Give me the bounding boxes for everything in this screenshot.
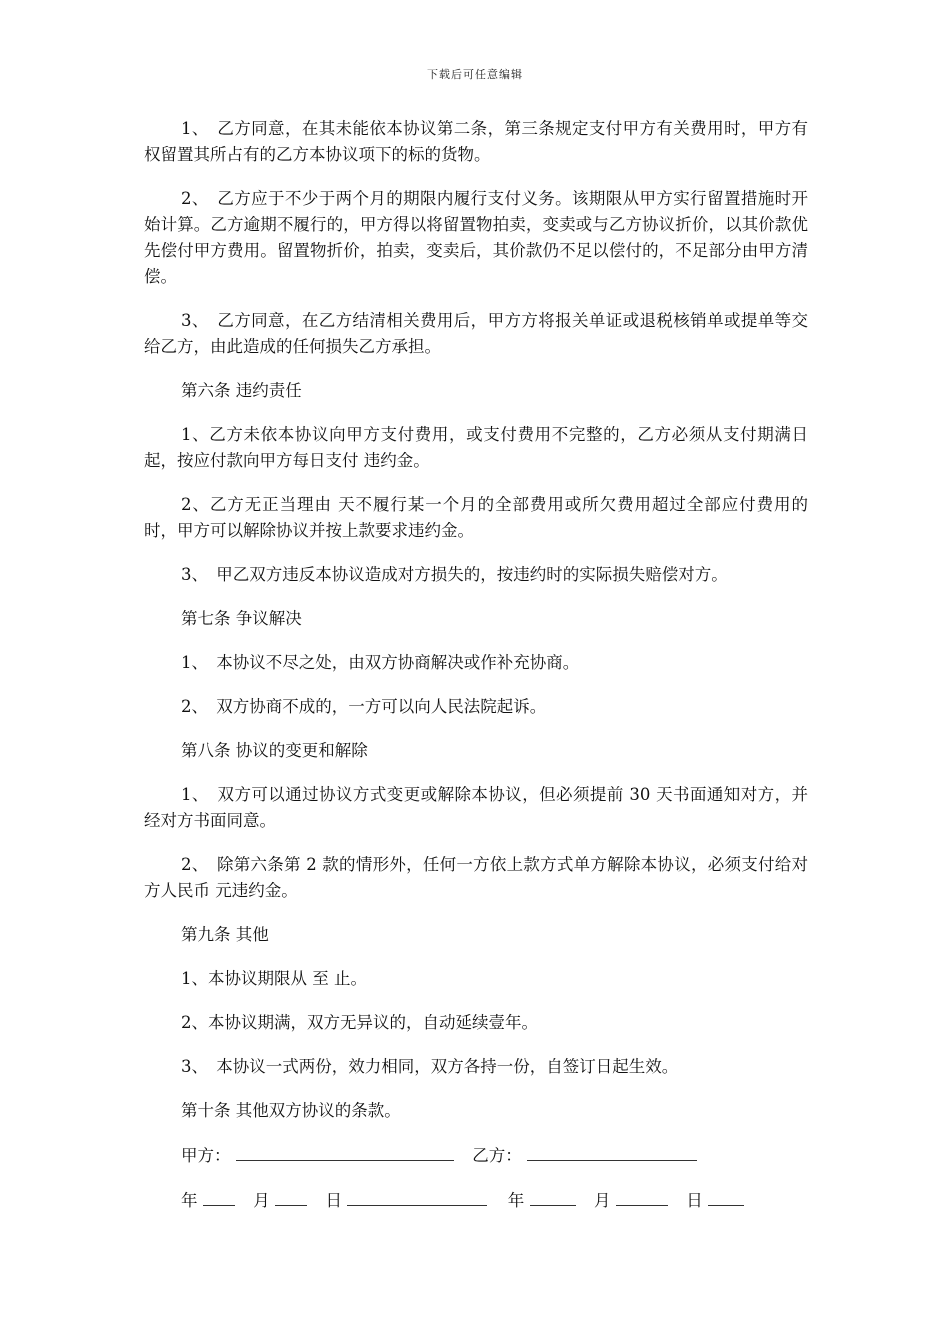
article-heading: 第七条 争议解决 (181, 609, 302, 628)
clause-paragraph: 2、 乙方应于不少于两个月的期限内履行支付义务。该期限从甲方实行留置措施时开始计算。乙方逾期不履行的，甲方得以将留置物拍卖，变卖或与乙方协议折价，以其价款优先偿付甲方费用。留置物折价，拍卖，变卖后，其价款仍不足以偿付的，不足部分由甲方清偿。 (144, 189, 808, 286)
clause-paragraph: 2、 除第六条第 2 款的情形外，任何一方依上款方式单方解除本协议，必须支付给对方人民币 元违约金。 (144, 855, 808, 900)
clause-paragraph: 1、 双方可以通过协议方式变更或解除本协议，但必须提前 30 天书面通知对方，并经对方书面同意。 (144, 785, 808, 830)
clause-line: 3、 甲乙双方违反本协议造成对方损失的，按违约时的实际损失赔偿对方。 (181, 565, 728, 584)
day-blank-b (708, 1187, 744, 1206)
party-b-blank (527, 1142, 697, 1161)
year-blank (203, 1187, 235, 1206)
clause-paragraph: 3、 乙方同意，在乙方结清相关费用后，甲方方将报关单证或退税核销单或提单等交给乙方，由此造成的任何损失乙方承担。 (144, 311, 808, 356)
year-label: 年 (181, 1191, 198, 1210)
day-label-b: 日 (686, 1191, 703, 1210)
month-label-b: 月 (594, 1191, 611, 1210)
month-blank-b (616, 1187, 668, 1206)
party-b-label: 乙方： (472, 1146, 522, 1165)
clause-line: 2、 双方协商不成的，一方可以向人民法院起诉。 (181, 697, 547, 716)
clause-paragraph: 1、 乙方同意，在其未能依本协议第二条，第三条规定支付甲方有关费用时，甲方有权留置其所占有的乙方本协议项下的标的货物。 (144, 119, 808, 164)
clause-line: 1、 本协议不尽之处，由双方协商解决或作补充协商。 (181, 653, 580, 672)
clause-paragraph: 2、乙方无正当理由 天不履行某一个月的全部费用或所欠费用超过全部应付费用的 时，甲方可以解除协议并按上款要求违约金。 (144, 495, 808, 540)
document-body (144, 116, 808, 1232)
clause-line: 1、本协议期限从 至 止。 (181, 969, 367, 988)
article-heading: 第九条 其他 (181, 925, 269, 944)
day-label: 日 (325, 1191, 342, 1210)
clause-paragraph: 1、乙方未依本协议向甲方支付费用，或支付费用不完整的，乙方必须从支付期满日起，按应付款向甲方每日支付 违约金。 (144, 425, 808, 470)
day-blank (347, 1187, 487, 1206)
clause-line: 3、 本协议一式两份，效力相同，双方各持一份，自签订日起生效。 (181, 1057, 679, 1076)
signature-parties-row (181, 1142, 808, 1169)
page-header: 下载后可任意编辑 (427, 68, 523, 81)
party-a-blank (236, 1142, 454, 1161)
month-label: 月 (253, 1191, 270, 1210)
clause-line: 2、本协议期满，双方无异议的，自动延续壹年。 (181, 1013, 538, 1032)
month-blank (275, 1187, 307, 1206)
article-heading: 第八条 协议的变更和解除 (181, 741, 368, 760)
article-heading: 第十条 其他双方协议的条款。 (181, 1101, 401, 1120)
year-blank-b (530, 1187, 576, 1206)
year-label-b: 年 (507, 1191, 525, 1210)
signature-date-row (181, 1187, 808, 1214)
article-heading: 第六条 违约责任 (181, 381, 302, 400)
party-a-label: 甲方： (181, 1146, 231, 1165)
